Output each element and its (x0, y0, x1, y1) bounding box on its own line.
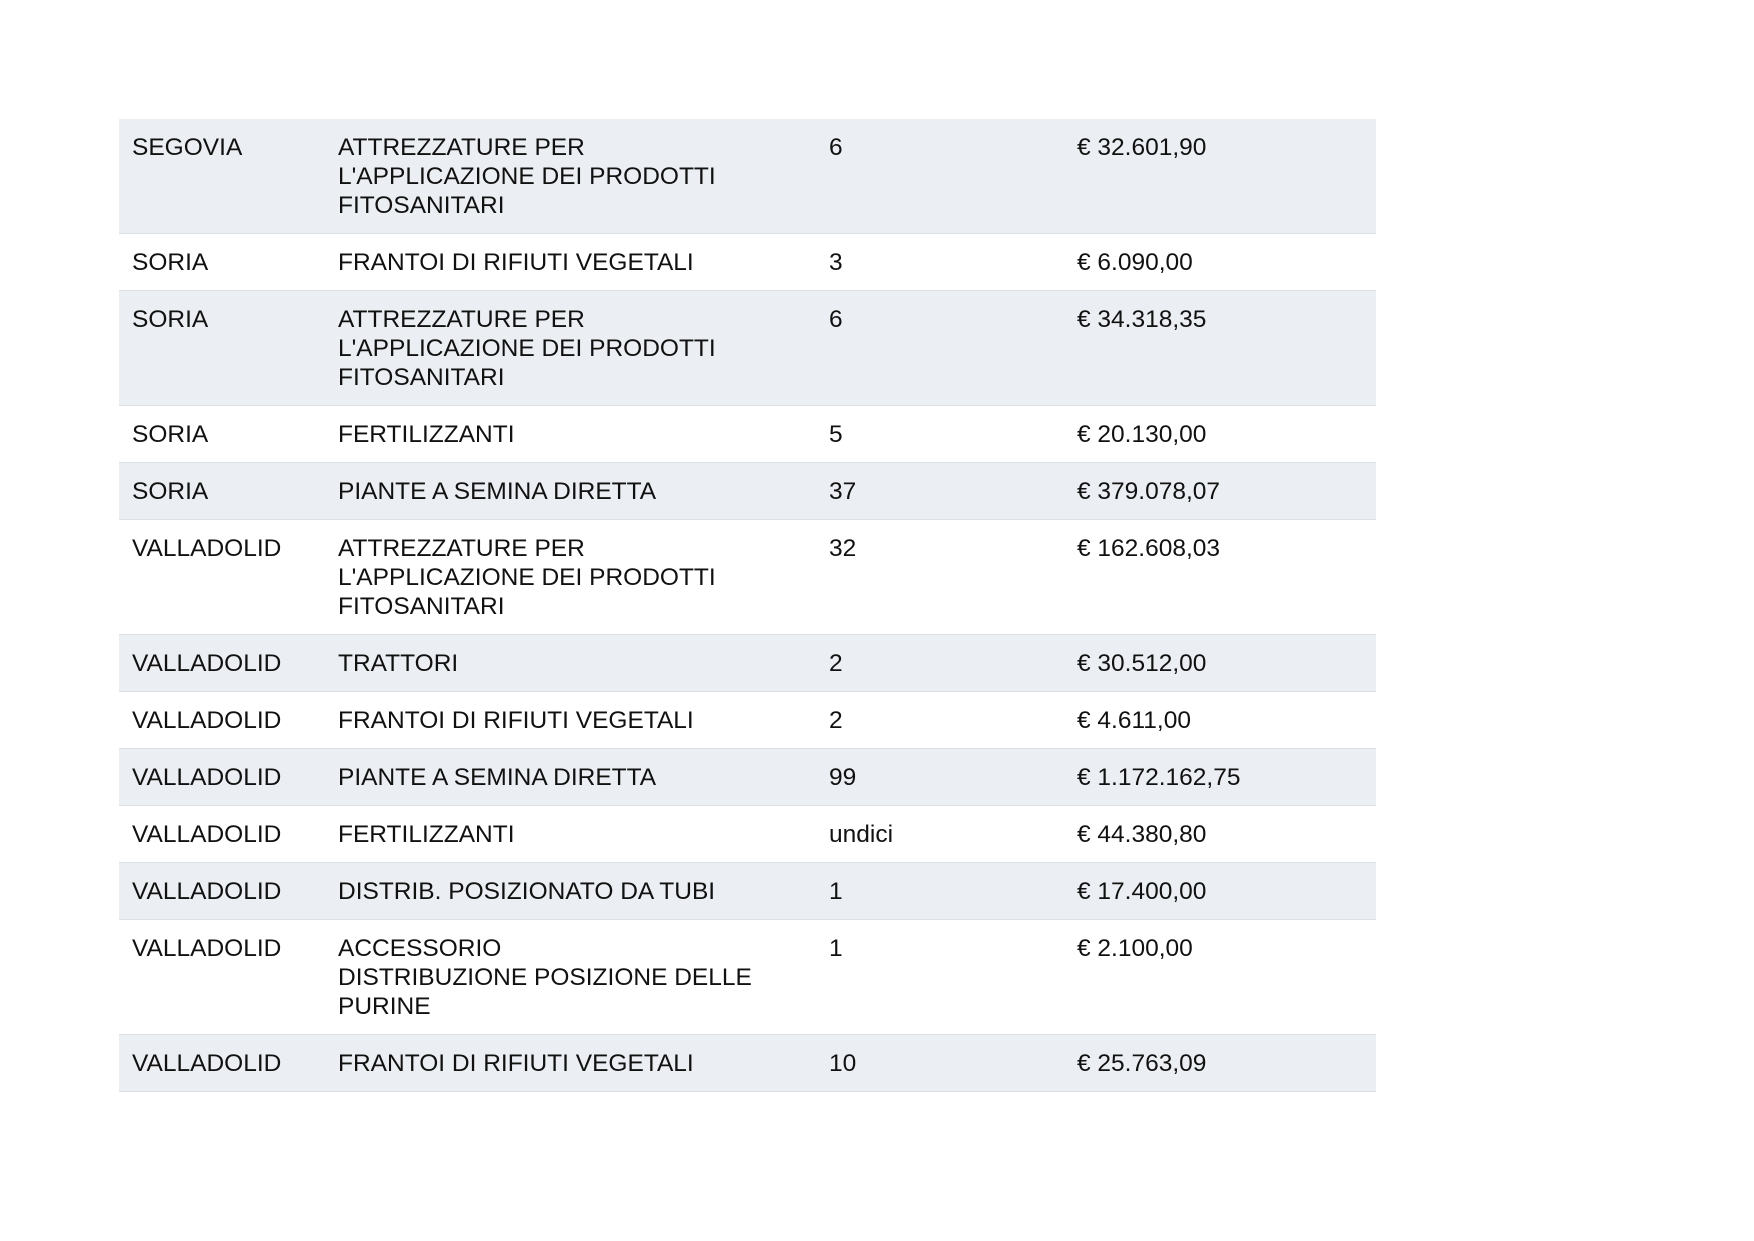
product-cell: PIANTE A SEMINA DIRETTA (338, 478, 657, 505)
product-cell: PIANTE A SEMINA DIRETTA (338, 764, 657, 791)
amount-cell: € 20.130,00 (1077, 421, 1207, 448)
province-cell: VALLADOLID (132, 650, 282, 677)
amount-cell: € 6.090,00 (1077, 249, 1193, 276)
product-cell: ATTREZZATURE PER L'APPLICAZIONE DEI PRODOTTI FITOSANITARI (338, 306, 716, 391)
amount-cell: € 25.763,09 (1077, 1050, 1207, 1077)
province-cell: VALLADOLID (132, 707, 282, 734)
amount-cell: € 17.400,00 (1077, 878, 1207, 905)
quantity-cell: 1 (829, 878, 843, 905)
amount-cell: € 162.608,03 (1077, 535, 1221, 562)
quantity-cell: 10 (829, 1050, 857, 1077)
amount-cell: € 44.380,80 (1077, 821, 1207, 848)
product-cell: ATTREZZATURE PER L'APPLICAZIONE DEI PRODOTTI FITOSANITARI (338, 134, 716, 219)
table-row (119, 635, 1376, 692)
amount-cell: € 34.318,35 (1077, 306, 1207, 333)
quantity-cell: 5 (829, 421, 843, 448)
table-row (119, 863, 1376, 920)
product-cell: DISTRIB. POSIZIONATO DA TUBI (338, 878, 716, 905)
quantity-cell: 37 (829, 478, 857, 505)
quantity-cell: 1 (829, 935, 843, 962)
table-row (119, 1035, 1376, 1092)
province-cell: VALLADOLID (132, 878, 282, 905)
product-cell: FRANTOI DI RIFIUTI VEGETALI (338, 249, 694, 276)
product-cell: TRATTORI (338, 650, 459, 677)
product-cell: FERTILIZZANTI (338, 821, 515, 848)
quantity-cell: 6 (829, 134, 843, 161)
province-cell: SORIA (132, 306, 209, 333)
table-row (119, 234, 1376, 291)
table-row (119, 692, 1376, 749)
quantity-cell: 99 (829, 764, 857, 791)
province-cell: VALLADOLID (132, 935, 282, 962)
amount-cell: € 4.611,00 (1077, 707, 1191, 734)
province-cell: SORIA (132, 478, 209, 505)
table-row (119, 406, 1376, 463)
table-row (119, 291, 1376, 406)
product-cell: FERTILIZZANTI (338, 421, 515, 448)
table-row (119, 920, 1376, 1035)
province-cell: VALLADOLID (132, 821, 282, 848)
product-cell: FRANTOI DI RIFIUTI VEGETALI (338, 1050, 694, 1077)
data-table (119, 119, 1376, 1092)
province-cell: SORIA (132, 421, 209, 448)
quantity-cell: 3 (829, 249, 843, 276)
table-row (119, 806, 1376, 863)
quantity-cell: 32 (829, 535, 857, 562)
quantity-cell: 6 (829, 306, 843, 333)
amount-cell: € 1.172.162,75 (1077, 764, 1241, 791)
amount-cell: € 2.100,00 (1077, 935, 1193, 962)
table-row (119, 749, 1376, 806)
amount-cell: € 32.601,90 (1077, 134, 1207, 161)
amount-cell: € 379.078,07 (1077, 478, 1221, 505)
table-row (119, 463, 1376, 520)
province-cell: VALLADOLID (132, 535, 282, 562)
table-row (119, 520, 1376, 635)
product-cell: ACCESSORIO DISTRIBUZIONE POSIZIONE DELLE PURINE (338, 935, 752, 1020)
province-cell: VALLADOLID (132, 764, 282, 791)
product-cell: FRANTOI DI RIFIUTI VEGETALI (338, 707, 694, 734)
table-row (119, 119, 1376, 234)
amount-cell: € 30.512,00 (1077, 650, 1207, 677)
quantity-cell: 2 (829, 650, 843, 677)
province-cell: VALLADOLID (132, 1050, 282, 1077)
quantity-cell: undici (829, 821, 894, 848)
province-cell: SORIA (132, 249, 209, 276)
province-cell: SEGOVIA (132, 134, 243, 161)
product-cell: ATTREZZATURE PER L'APPLICAZIONE DEI PRODOTTI FITOSANITARI (338, 535, 716, 620)
quantity-cell: 2 (829, 707, 843, 734)
